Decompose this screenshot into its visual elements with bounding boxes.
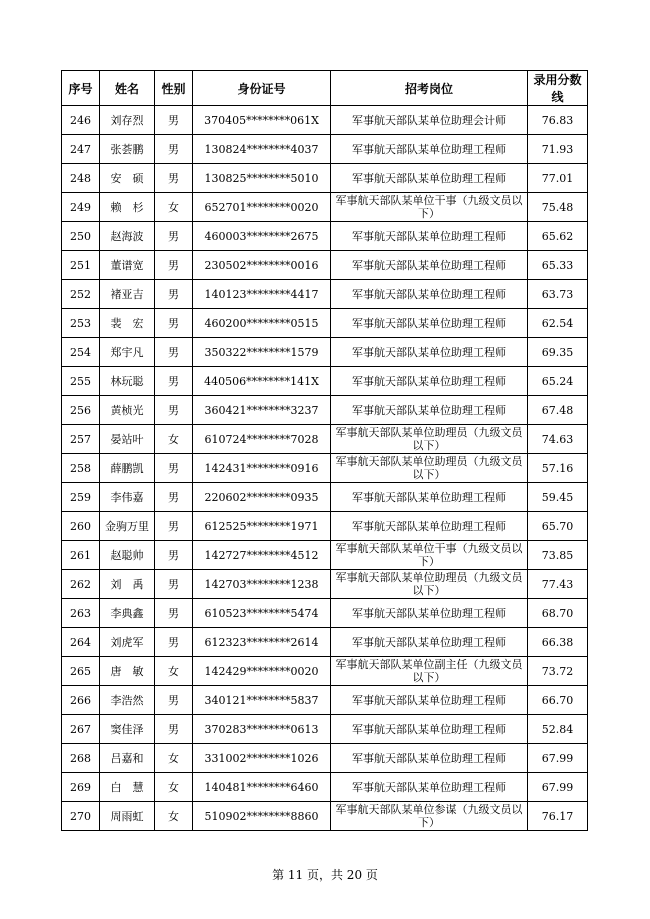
- header-post: 招考岗位: [331, 71, 528, 106]
- cell-seq: 270: [62, 802, 100, 831]
- cell-id-number: 460200********0515: [193, 309, 331, 338]
- cell-score: 75.48: [528, 193, 588, 222]
- cell-post: 军事航天部队某单位助理工程师: [331, 512, 528, 541]
- table-row: [62, 425, 588, 454]
- cell-score: 62.54: [528, 309, 588, 338]
- cell-post: 军事航天部队某单位干事（九级文员以下）: [331, 541, 528, 570]
- cell-gender: 男: [155, 483, 193, 512]
- cell-score: 65.24: [528, 367, 588, 396]
- cell-gender: 男: [155, 164, 193, 193]
- cell-name: 安 硕: [100, 164, 155, 193]
- header-gender: 性别: [155, 71, 193, 106]
- cell-id-number: 350322********1579: [193, 338, 331, 367]
- table-row: [62, 686, 588, 715]
- cell-gender: 男: [155, 715, 193, 744]
- cell-post: 军事航天部队某单位助理工程师: [331, 164, 528, 193]
- header-id-number: 身份证号: [193, 71, 331, 106]
- cell-id-number: 142727********4512: [193, 541, 331, 570]
- table-row: [62, 367, 588, 396]
- cell-post: 军事航天部队某单位助理工程师: [331, 686, 528, 715]
- cell-gender: 男: [155, 367, 193, 396]
- cell-name: 薛鹏凯: [100, 454, 155, 483]
- page-footer: 第 11 页，共 20 页: [272, 868, 378, 882]
- cell-id-number: 142703********1238: [193, 570, 331, 599]
- cell-id-number: 612323********2614: [193, 628, 331, 657]
- cell-post: 军事航天部队某单位助理工程师: [331, 222, 528, 251]
- cell-score: 68.70: [528, 599, 588, 628]
- cell-score: 73.85: [528, 541, 588, 570]
- cell-seq: 248: [62, 164, 100, 193]
- table-row: [62, 802, 588, 831]
- cell-id-number: 652701********0020: [193, 193, 331, 222]
- cell-gender: 男: [155, 135, 193, 164]
- cell-seq: 265: [62, 657, 100, 686]
- cell-id-number: 440506********141X: [193, 367, 331, 396]
- cell-gender: 男: [155, 280, 193, 309]
- cell-gender: 男: [155, 251, 193, 280]
- header-score: 录用分数线: [528, 71, 588, 106]
- cell-id-number: 370283********0613: [193, 715, 331, 744]
- cell-seq: 266: [62, 686, 100, 715]
- cell-score: 76.83: [528, 106, 588, 135]
- cell-gender: 男: [155, 541, 193, 570]
- cell-post: 军事航天部队某单位助理工程师: [331, 599, 528, 628]
- table-row: [62, 280, 588, 309]
- cell-gender: 男: [155, 309, 193, 338]
- cell-id-number: 142429********0020: [193, 657, 331, 686]
- cell-post: 军事航天部队某单位参谋（九级文员以下）: [331, 802, 528, 831]
- cell-post: 军事航天部队某单位助理工程师: [331, 396, 528, 425]
- table-row: [62, 222, 588, 251]
- cell-post: 军事航天部队某单位助理工程师: [331, 251, 528, 280]
- cell-seq: 249: [62, 193, 100, 222]
- cell-seq: 263: [62, 599, 100, 628]
- cell-gender: 男: [155, 628, 193, 657]
- cell-gender: 男: [155, 454, 193, 483]
- cell-id-number: 130825********5010: [193, 164, 331, 193]
- cell-id-number: 510902********8860: [193, 802, 331, 831]
- cell-gender: 男: [155, 338, 193, 367]
- cell-name: 黄桢光: [100, 396, 155, 425]
- cell-post: 军事航天部队某单位助理工程师: [331, 715, 528, 744]
- cell-seq: 253: [62, 309, 100, 338]
- cell-seq: 252: [62, 280, 100, 309]
- cell-post: 军事航天部队某单位助理会计师: [331, 106, 528, 135]
- cell-seq: 268: [62, 744, 100, 773]
- cell-gender: 男: [155, 512, 193, 541]
- cell-score: 69.35: [528, 338, 588, 367]
- cell-post: 军事航天部队某单位助理工程师: [331, 744, 528, 773]
- roster-table: [61, 70, 588, 831]
- cell-post: 军事航天部队某单位助理员（九级文员以下）: [331, 454, 528, 483]
- cell-seq: 258: [62, 454, 100, 483]
- cell-name: 褚亚吉: [100, 280, 155, 309]
- cell-post: 军事航天部队某单位助理员（九级文员以下）: [331, 570, 528, 599]
- cell-post: 军事航天部队某单位助理工程师: [331, 483, 528, 512]
- cell-name: 林玩聪: [100, 367, 155, 396]
- cell-name: 赵聪帅: [100, 541, 155, 570]
- cell-post: 军事航天部队某单位助理工程师: [331, 773, 528, 802]
- cell-score: 71.93: [528, 135, 588, 164]
- cell-score: 67.99: [528, 744, 588, 773]
- table-row: [62, 135, 588, 164]
- cell-id-number: 130824********4037: [193, 135, 331, 164]
- cell-score: 76.17: [528, 802, 588, 831]
- cell-seq: 260: [62, 512, 100, 541]
- cell-gender: 女: [155, 744, 193, 773]
- cell-id-number: 220602********0935: [193, 483, 331, 512]
- table-row: [62, 570, 588, 599]
- table-row: [62, 193, 588, 222]
- cell-id-number: 460003********2675: [193, 222, 331, 251]
- header-seq: 序号: [62, 71, 100, 106]
- cell-id-number: 230502********0016: [193, 251, 331, 280]
- table-row: [62, 628, 588, 657]
- cell-score: 65.62: [528, 222, 588, 251]
- cell-gender: 男: [155, 686, 193, 715]
- cell-seq: 256: [62, 396, 100, 425]
- cell-score: 73.72: [528, 657, 588, 686]
- cell-name: 吕嘉和: [100, 744, 155, 773]
- cell-gender: 女: [155, 193, 193, 222]
- table-row: [62, 541, 588, 570]
- cell-id-number: 140481********6460: [193, 773, 331, 802]
- table-row: [62, 483, 588, 512]
- cell-score: 57.16: [528, 454, 588, 483]
- cell-id-number: 140123********4417: [193, 280, 331, 309]
- cell-name: 李典鑫: [100, 599, 155, 628]
- cell-score: 52.84: [528, 715, 588, 744]
- cell-gender: 男: [155, 599, 193, 628]
- cell-id-number: 610724********7028: [193, 425, 331, 454]
- cell-id-number: 331002********1026: [193, 744, 331, 773]
- cell-gender: 男: [155, 106, 193, 135]
- cell-name: 窦佳泽: [100, 715, 155, 744]
- cell-id-number: 360421********3237: [193, 396, 331, 425]
- cell-name: 刘存烈: [100, 106, 155, 135]
- cell-score: 74.63: [528, 425, 588, 454]
- cell-gender: 男: [155, 396, 193, 425]
- cell-score: 67.48: [528, 396, 588, 425]
- cell-score: 66.70: [528, 686, 588, 715]
- table-row: [62, 744, 588, 773]
- table-row: [62, 106, 588, 135]
- cell-score: 66.38: [528, 628, 588, 657]
- cell-id-number: 610523********5474: [193, 599, 331, 628]
- cell-id-number: 340121********5837: [193, 686, 331, 715]
- cell-gender: 女: [155, 425, 193, 454]
- cell-id-number: 612525********1971: [193, 512, 331, 541]
- cell-name: 金驹万里: [100, 512, 155, 541]
- table-row: [62, 512, 588, 541]
- cell-post: 军事航天部队某单位干事（九级文员以下）: [331, 193, 528, 222]
- cell-gender: 女: [155, 657, 193, 686]
- cell-name: 郑宇凡: [100, 338, 155, 367]
- header-name: 姓名: [100, 71, 155, 106]
- cell-name: 李伟嘉: [100, 483, 155, 512]
- table-row: [62, 309, 588, 338]
- header-row: [62, 71, 588, 106]
- table-row: [62, 338, 588, 367]
- cell-seq: 247: [62, 135, 100, 164]
- cell-post: 军事航天部队某单位助理工程师: [331, 338, 528, 367]
- cell-post: 军事航天部队某单位助理工程师: [331, 367, 528, 396]
- cell-seq: 261: [62, 541, 100, 570]
- cell-post: 军事航天部队某单位助理工程师: [331, 280, 528, 309]
- table-row: [62, 251, 588, 280]
- cell-seq: 255: [62, 367, 100, 396]
- cell-post: 军事航天部队某单位助理工程师: [331, 309, 528, 338]
- table-row: [62, 599, 588, 628]
- table-row: [62, 454, 588, 483]
- cell-name: 裴 宏: [100, 309, 155, 338]
- cell-id-number: 370405********061X: [193, 106, 331, 135]
- cell-seq: 269: [62, 773, 100, 802]
- cell-score: 77.01: [528, 164, 588, 193]
- cell-seq: 254: [62, 338, 100, 367]
- cell-seq: 257: [62, 425, 100, 454]
- cell-seq: 251: [62, 251, 100, 280]
- cell-name: 赖 杉: [100, 193, 155, 222]
- cell-gender: 女: [155, 773, 193, 802]
- cell-id-number: 142431********0916: [193, 454, 331, 483]
- cell-name: 白 慧: [100, 773, 155, 802]
- cell-score: 63.73: [528, 280, 588, 309]
- cell-name: 董谱宽: [100, 251, 155, 280]
- cell-score: 77.43: [528, 570, 588, 599]
- cell-post: 军事航天部队某单位助理员（九级文员以下）: [331, 425, 528, 454]
- roster-body: [62, 106, 588, 831]
- cell-gender: 男: [155, 570, 193, 599]
- cell-seq: 246: [62, 106, 100, 135]
- cell-name: 周雨虹: [100, 802, 155, 831]
- cell-name: 晏站叶: [100, 425, 155, 454]
- cell-gender: 女: [155, 802, 193, 831]
- table-row: [62, 657, 588, 686]
- cell-name: 张荟鹏: [100, 135, 155, 164]
- cell-name: 赵海波: [100, 222, 155, 251]
- cell-seq: 267: [62, 715, 100, 744]
- cell-name: 唐 敏: [100, 657, 155, 686]
- table-row: [62, 396, 588, 425]
- table-row: [62, 164, 588, 193]
- cell-score: 65.33: [528, 251, 588, 280]
- table-row: [62, 773, 588, 802]
- cell-post: 军事航天部队某单位助理工程师: [331, 135, 528, 164]
- cell-seq: 259: [62, 483, 100, 512]
- table-row: [62, 715, 588, 744]
- cell-post: 军事航天部队某单位副主任（九级文员以下）: [331, 657, 528, 686]
- cell-name: 刘 禹: [100, 570, 155, 599]
- cell-seq: 264: [62, 628, 100, 657]
- cell-score: 65.70: [528, 512, 588, 541]
- cell-seq: 262: [62, 570, 100, 599]
- cell-score: 67.99: [528, 773, 588, 802]
- cell-post: 军事航天部队某单位助理工程师: [331, 628, 528, 657]
- cell-gender: 男: [155, 222, 193, 251]
- cell-seq: 250: [62, 222, 100, 251]
- cell-score: 59.45: [528, 483, 588, 512]
- cell-name: 李浩然: [100, 686, 155, 715]
- cell-name: 刘虎军: [100, 628, 155, 657]
